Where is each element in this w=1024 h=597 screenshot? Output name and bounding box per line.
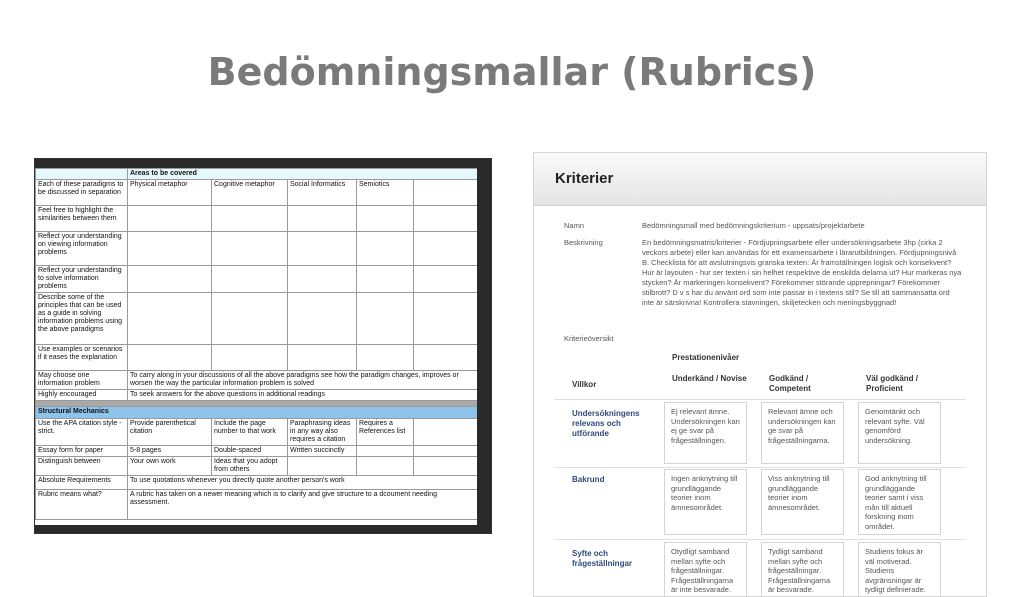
table-cell: Double-spaced	[212, 446, 288, 457]
table-row	[36, 180, 478, 206]
divider	[554, 399, 966, 400]
name-value: Bedömningsmall med bedömningskriterium - uppsats/projektarbete	[642, 221, 865, 230]
divider	[554, 467, 966, 468]
performance-levels-title: Prestationenivåer	[672, 353, 740, 362]
section-header-row	[36, 407, 478, 419]
section-header: Structural Mechanics	[36, 407, 478, 419]
area-header-cell: Semiotics	[357, 180, 414, 206]
rubric-cell: Otydligt samband mellan syfte och frågeställningar. Frågeställningarna är inte besvarade.	[664, 542, 747, 597]
row-label: Distinguish between	[36, 457, 128, 476]
rubric-table	[35, 168, 478, 520]
sheet-bottom-bar	[35, 525, 491, 533]
row-label: Highly encouraged	[36, 390, 128, 401]
table-row	[36, 419, 478, 446]
rubric-cell: Viss anknytning till grundläggande teorier inom ämnesområdet.	[761, 469, 844, 535]
table-row	[36, 371, 478, 390]
table-cell: Ideas that you adopt from others	[212, 457, 288, 476]
row-text: To carry along in your discussions of all the above paradigms see how the paradigm changes, improves or worsen the way the particular information problem is solved	[128, 371, 478, 390]
criterion-label: Bakrund	[572, 475, 605, 484]
areas-header-row	[36, 169, 478, 180]
criterion-label: Syfte och frågeställningar	[572, 549, 633, 568]
area-header-cell: Cognitive metaphor	[212, 180, 288, 206]
table-cell: Provide parenthetical citation	[128, 419, 212, 446]
table-cell: 5-8 pages	[128, 446, 212, 457]
table-row	[36, 446, 478, 457]
table-row	[36, 266, 478, 293]
area-header-cell: Social Informatics	[288, 180, 357, 206]
table-row	[36, 293, 478, 345]
rubric-cell: Studiens fokus är väl motiverad. Studiens avgränsningar är tydligt definierade.	[858, 542, 941, 597]
table-row	[36, 490, 478, 520]
table-row	[36, 206, 478, 232]
name-label: Namn	[564, 221, 585, 230]
area-header-cell: Physical metaphor	[128, 180, 212, 206]
rubric-cell: Ingen anknytning till grundläggande teorier inom ämnesområdet.	[664, 469, 747, 535]
row-label: Use examples or scenarios if it eases the explanation	[36, 345, 128, 371]
level-header: Väl godkänd / Proficient	[866, 374, 919, 393]
rubric-cell: Genomtänkt och relevant syfte. Väl genomförd undersökning.	[858, 402, 941, 464]
row-text: To use quotations whenever you directly quote another person's work	[128, 476, 478, 490]
row-label: Essay form for paper	[36, 446, 128, 457]
table-cell: Written succinctly	[288, 446, 357, 457]
table-cell	[414, 180, 478, 206]
row-text: A rubric has taken on a newer meaning which is to clarify and give structure to a dcoument needing assessment.	[128, 490, 478, 520]
areas-header: Areas to be covered	[128, 169, 478, 180]
rubric-cell: Ej relevant ämne. Undersökningen kan ej ge svar på frågeställningen.	[664, 402, 747, 464]
row-label: Describe some of the principles that can be used as a guide in solving information problems using the above paradigms	[36, 293, 128, 345]
row-label: Each of these paradigms to be discussed in separation	[36, 180, 128, 206]
row-label: Reflect your understanding on viewing information problems	[36, 232, 128, 266]
row-label: Use the APA citation style -strict.	[36, 419, 128, 446]
kriterier-header	[534, 153, 986, 206]
table-cell: Your own work	[128, 457, 212, 476]
row-label: Absolute Requirements	[36, 476, 128, 490]
row-label: May choose one information problem	[36, 371, 128, 390]
row-text: To seek answers for the above questions in additional readings	[128, 390, 478, 401]
level-header: Underkänd / Novise	[672, 374, 747, 383]
row-label: Reflect your understanding to solve information problems	[36, 266, 128, 293]
rubric-cell: Relevant ämne och undersökningen kan ge svar på frågeställningarna.	[761, 402, 844, 464]
criterion-label: Undersökningens relevans och utförande	[572, 409, 640, 438]
table-row	[36, 232, 478, 266]
sheet-right-bar	[477, 159, 491, 533]
kriterier-panel	[533, 152, 987, 597]
table-cell: Requires a References list	[357, 419, 414, 446]
kriterier-title: Kriterier	[555, 170, 614, 187]
table-cell: Paraphrasing ideas in any way also requires a citation	[288, 419, 357, 446]
rubric-cell: God anknytning till grundläggande teorier samt i viss mån till aktuell forskning inom området.	[858, 469, 941, 535]
table-row	[36, 390, 478, 401]
table-row	[36, 476, 478, 490]
table-cell: Include the page number to that work	[212, 419, 288, 446]
level-header: Godkänd / Competent	[769, 374, 811, 393]
rubric-spreadsheet-image	[34, 158, 492, 534]
slide-title: Bedömningsmallar (Rubrics)	[207, 50, 817, 94]
criteria-overview-label: Kriterieöversikt	[564, 334, 614, 343]
table-row	[36, 345, 478, 371]
conditions-label: Villkor	[572, 380, 597, 389]
corner-cell	[36, 169, 128, 180]
description-value: En bedömningsmatris/kriterier - Fördjupningsarbete eller undersökningsarbete 3hp (cirka 2 veckors arbete) eller kan användas för ett examensarbete i lärarutbildningen. Fördjupningsnivå B. Checklista för att avslutningsvis granska texten: Är framställningen logisk och konsekvent? Hur är layouten - hur ser texten i sin helhet respektive de enskilda delarna ut? Hur markeras nya stycken? Är markeringen konsekvent? Förekommer störande upprepningar? Förekommer stilbrott? D v s har du använt ord som inte passar in i textens stil? Se till att sammansatta ord inte är särskrivna! Kontrollera stavningen, skiljetecken och meningsbyggnad!	[642, 238, 962, 307]
row-label: Feel free to highlight the similarities between them	[36, 206, 128, 232]
row-label: Rubric means what?	[36, 490, 128, 520]
rubric-cell: Tydligt samband mellan syfte och frågeställningar. Frågeställningarna är besvarade.	[761, 542, 844, 597]
description-label: Beskrivning	[564, 238, 603, 247]
table-row	[36, 457, 478, 476]
sheet-top-bar	[35, 159, 491, 168]
divider	[554, 539, 966, 540]
